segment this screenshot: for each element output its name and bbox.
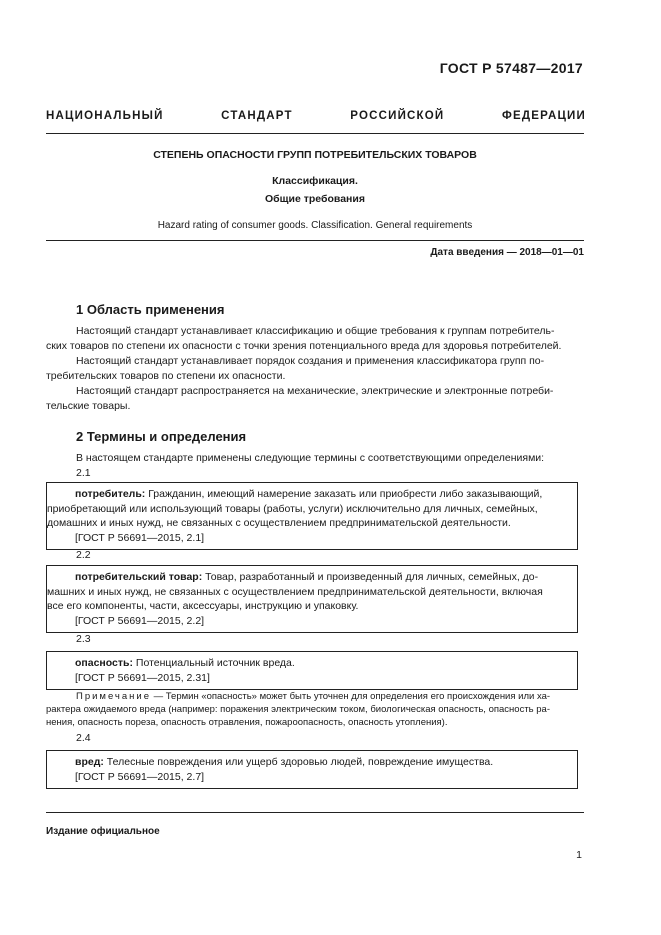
term-reference: [ГОСТ Р 56691—2015, 2.1] xyxy=(75,531,205,544)
note-text: рактера ожидаемого вреда (например: поражения электрическим током, биологическая опасность, опасность ра- xyxy=(46,704,550,715)
term-box-harm xyxy=(46,750,578,789)
note-hazard xyxy=(46,690,584,729)
note-label: Примечание xyxy=(76,691,151,702)
doc-title: СТЕПЕНЬ ОПАСНОСТИ ГРУПП ПОТРЕБИТЕЛЬСКИХ ТОВАРОВ xyxy=(153,149,477,161)
doc-english-title: Hazard rating of consumer goods. Classification. General requirements xyxy=(157,220,473,231)
note-text: нения, опасность пореза, опасность отравления, пожароопасность, опасность утопления). xyxy=(46,717,448,728)
text-line: тельские товары. xyxy=(46,400,131,412)
text-line: ских товаров по степени их опасности с точки зрения потенциального вреда для здоровья потребителей. xyxy=(46,340,562,352)
term-box-hazard xyxy=(46,651,578,690)
term-number-2-2: 2.2 xyxy=(76,549,91,561)
text-line: Настоящий стандарт устанавливает порядок создания и применения классификатора групп по- xyxy=(76,355,545,367)
title-rule-top xyxy=(46,133,584,134)
standard-title: НАЦИОНАЛЬНЫЙ СТАНДАРТ РОССИЙСКОЙ ФЕДЕРАЦИИ xyxy=(46,110,586,122)
note-text: — Термин «опасность» может быть уточнен для определения его происхождения или ха- xyxy=(151,691,551,702)
edition-label: Издание официальное xyxy=(46,826,160,837)
term-name: потребительский товар: xyxy=(75,571,203,583)
term-definition: Товар, разработанный и произведенный для личных, семейных, до- xyxy=(202,571,539,583)
term-reference: [ГОСТ Р 56691—2015, 2.7] xyxy=(75,770,205,783)
term-reference: [ГОСТ Р 56691—2015, 2.31] xyxy=(75,671,210,684)
term-definition: все его компоненты, части, аксессуары, инструкцию и упаковку. xyxy=(47,600,359,613)
section-2-heading: 2 Термины и определения xyxy=(76,429,247,444)
term-definition: машних и иных нужд, не связанных с осуществлением предпринимательской деятельности, включая xyxy=(47,585,543,598)
term-definition: приобретающий или использующий товары (работы, услуги) исключительно для личных, семейных, xyxy=(47,502,538,515)
term-number-2-1: 2.1 xyxy=(76,467,91,479)
term-name: потребитель: xyxy=(75,488,146,500)
term-box-consumer xyxy=(46,482,578,550)
title-rule-bottom xyxy=(46,240,584,241)
term-number-2-3: 2.3 xyxy=(76,633,91,645)
text-line: требительских товаров по степени их опасности. xyxy=(46,370,286,382)
term-definition: домашних и иных нужд, не связанных с осуществлением предпринимательской деятельности. xyxy=(47,517,511,530)
text-line: Настоящий стандарт распространяется на механические, электрические и электронные потреби- xyxy=(76,385,554,397)
text-line: Настоящий стандарт устанавливает классификацию и общие требования к группам потребитель- xyxy=(76,325,555,337)
section-2-intro: В настоящем стандарте применены следующие термины с соответствующими определениями: xyxy=(76,452,545,464)
term-reference: [ГОСТ Р 56691—2015, 2.2] xyxy=(75,614,205,627)
doc-subtitle-classification: Классификация. xyxy=(272,175,358,187)
doc-number: ГОСТ Р 57487—2017 xyxy=(439,60,583,76)
intro-date: Дата введения — 2018—01—01 xyxy=(430,247,584,258)
term-box-consumer-goods xyxy=(46,565,578,633)
doc-subtitle-general: Общие требования xyxy=(265,193,365,205)
term-name: опасность: xyxy=(75,657,133,669)
footer-rule xyxy=(46,812,584,813)
section-1-paragraph-3 xyxy=(46,384,584,414)
section-1-paragraph-1 xyxy=(46,324,584,354)
page-number: 1 xyxy=(576,849,582,861)
term-definition: Потенциальный источник вреда. xyxy=(133,657,295,669)
term-number-2-4: 2.4 xyxy=(76,732,91,744)
term-definition: Гражданин, имеющий намерение заказать или приобрести либо заказывающий, xyxy=(145,488,543,500)
section-1-paragraph-2 xyxy=(46,354,584,384)
term-name: вред: xyxy=(75,756,104,768)
section-1-heading: 1 Область применения xyxy=(76,302,225,317)
term-definition: Телесные повреждения или ущерб здоровью людей, повреждение имущества. xyxy=(103,756,494,768)
